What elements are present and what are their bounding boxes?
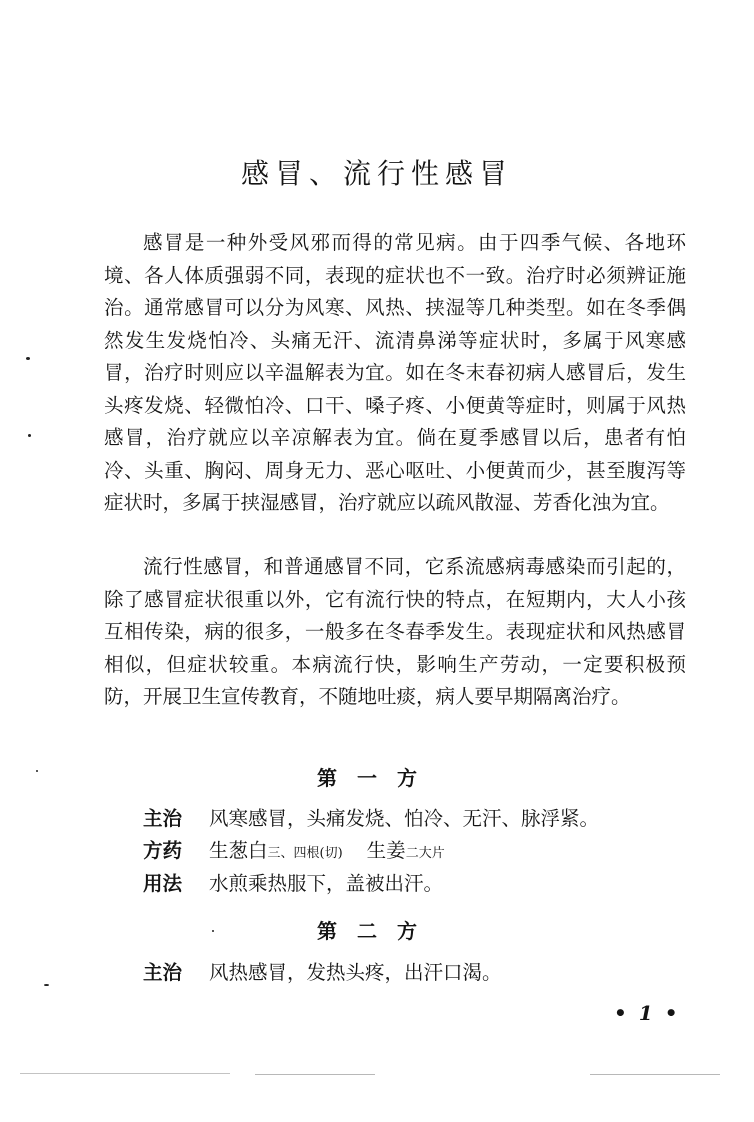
- indication-text: 风热感冒，发热头疼，出汗口渴。: [209, 961, 502, 984]
- scan-edge-line: [20, 1073, 230, 1074]
- scan-speck: [28, 434, 31, 437]
- indication-text: 风寒感冒，头痛发烧、怕冷、无汗、脉浮紧。: [209, 807, 600, 830]
- scan-speck: [212, 930, 214, 932]
- formula-label: 方药: [143, 839, 183, 862]
- page-number: •1•: [614, 1001, 690, 1025]
- prescription-1-formula: [143, 838, 445, 867]
- prescription-1-usage: [143, 871, 443, 897]
- herb-1-dose: 三、四根(切): [267, 846, 343, 861]
- usage-label: 用法: [143, 872, 183, 895]
- indication-label: 主治: [143, 961, 183, 984]
- scan-edge-line: [255, 1074, 375, 1075]
- scan-edge-line: [590, 1074, 720, 1075]
- prescription-2-indication: [143, 960, 502, 986]
- paragraph-common-cold: 感冒是一种外受风邪而得的常见病。由于四季气候、各地环境、各人体质强弱不同，表现的症状也不一致。治疗时必须辨证施治。通常感冒可以分为风寒、风热、挟湿等几种类型。如在冬季偶然发生发烧怕冷、头痛无汗、流清鼻涕等症状时，多属于风寒感冒，治疗时则应以辛温解表为宜。如在冬末春初病人感冒后，发生头疼发烧、轻微怕冷、口干、嗓子疼、小便黄等症时，则属于风热感冒，治疗就应以辛凉解表为宜。倘在夏季感冒以后，患者有怕冷、头重、胸闷、周身无力、恶心呕吐、小便黄而少，甚至腹泻等症状时，多属于挟湿感冒，治疗就应以疏风散湿、芳香化浊为宜。: [104, 231, 686, 514]
- indication-label: 主治: [143, 807, 183, 830]
- prescription-1-indication: [143, 806, 599, 832]
- prescription-2-heading: 第二方: [317, 919, 437, 943]
- herb-2-name: 生姜: [366, 839, 406, 862]
- scan-speck: [36, 770, 38, 772]
- paragraph-influenza: 流行性感冒，和普通感冒不同，它系流感病毒感染而引起的，除了感冒症状很重以外，它有流行快的特点，在短期内，大人小孩互相传染，病的很多，一般多在冬春季发生。表现症状和风热感冒相似，但症状较重。本病流行快，影响生产劳动，一定要积极预防，开展卫生宣传教育，不随地吐痰，病人要早期隔离治疗。: [104, 555, 686, 708]
- scan-speck: [26, 357, 30, 360]
- scan-speck: [44, 984, 49, 986]
- prescription-1-heading: 第一方: [317, 766, 437, 790]
- herb-2-dose: 二大片: [405, 846, 445, 861]
- herb-1-name: 生葱白: [209, 839, 268, 862]
- chapter-title: 感冒、流行性感冒: [240, 157, 513, 190]
- usage-text: 水煎乘热服下，盖被出汗。: [209, 872, 444, 895]
